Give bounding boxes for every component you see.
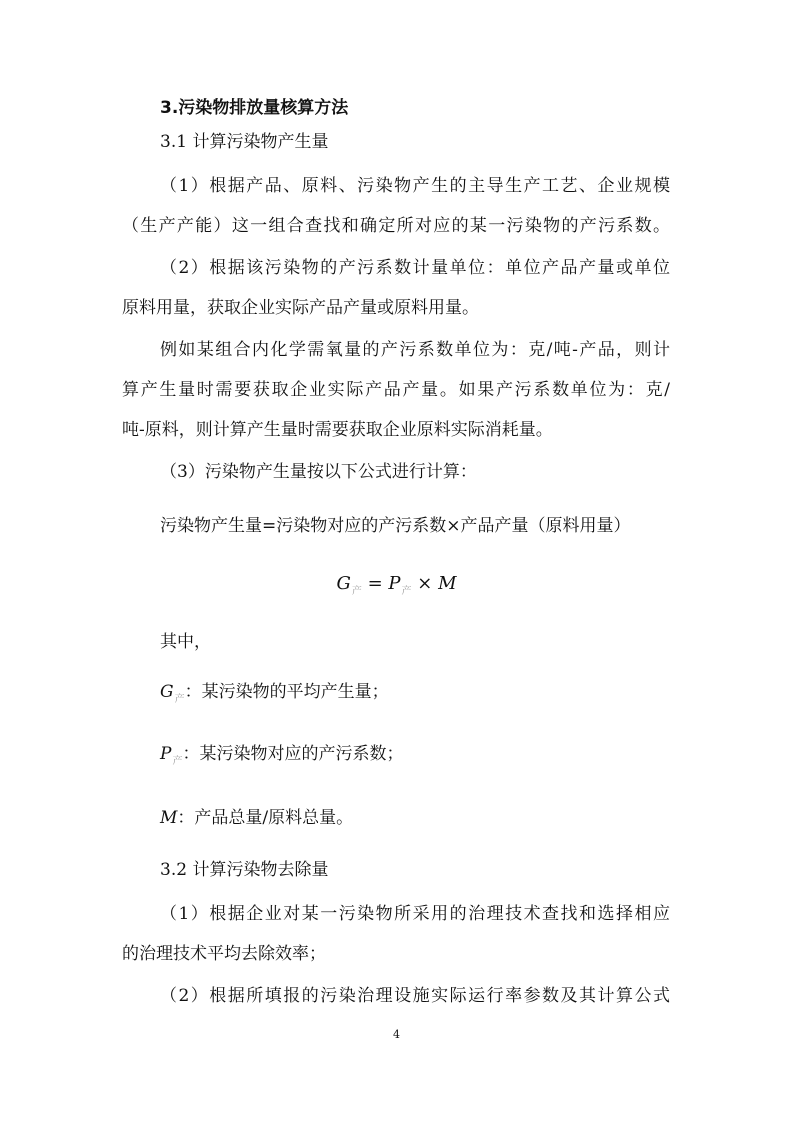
definition-p-text: ：某污染物对应的产污系数； xyxy=(182,744,404,764)
paragraph-3-2-1-line-1: （1）根据企业对某一污染物所采用的治理技术查找和选择相应 xyxy=(160,904,670,924)
example-paragraph-line-1: 例如某组合内化学需氧量的产污系数单位为：克/吨-产品，则计 xyxy=(160,340,670,360)
definition-p xyxy=(160,742,403,774)
where-label: 其中， xyxy=(160,632,211,652)
formula-symbol-g: G xyxy=(336,573,351,594)
subsection-3-2-heading: 3.2 计算污染物去除量 xyxy=(160,860,329,880)
formula-symbol-m: M xyxy=(438,573,457,594)
paragraph-3-2-2-line-1: （2）根据所填报的污染治理设施实际运行率参数及其计算公式 xyxy=(160,986,670,1006)
definition-g-text: ：某污染物的平均产生量； xyxy=(184,682,389,702)
formula-subscript-g: 产 xyxy=(351,586,362,597)
definition-g xyxy=(160,680,389,712)
example-paragraph-line-2: 算产生量时需要获取企业实际产品产量。如果产污系数单位为：克/ xyxy=(122,380,670,400)
definition-m xyxy=(160,806,353,830)
formula-equals: = xyxy=(361,573,389,594)
definition-g-symbol: G xyxy=(160,682,174,702)
paragraph-3-1-2-line-2: 原料用量，获取企业实际产品产量或原料用量。 xyxy=(122,298,479,318)
paragraph-3-1-1-line-1: （1）根据产品、原料、污染物产生的主导生产工艺、企业规模 xyxy=(160,176,670,196)
definition-m-text: ：产品总量/原料总量。 xyxy=(177,808,354,828)
formula-text: 污染物产生量=污染物对应的产污系数×产品产量（原料用量） xyxy=(160,516,631,536)
formula-symbol-p: P xyxy=(388,573,401,594)
formula-subscript-p: 产 xyxy=(401,586,412,597)
paragraph-3-1-1-line-2: （生产产能）这一组合查找和确定所对应的某一污染物的产污系数。 xyxy=(122,216,670,236)
section-3-heading: 3.污染物排放量核算方法 xyxy=(160,98,349,118)
paragraph-3-1-2-line-1: （2）根据该污染物的产污系数计量单位：单位产品产量或单位 xyxy=(160,258,670,278)
definition-m-symbol: M xyxy=(160,808,178,828)
definition-p-subscript: 产 xyxy=(172,756,183,767)
paragraph-3-2-1-line-2: 的治理技术平均去除效率； xyxy=(122,944,326,964)
example-paragraph-line-3: 吨-原料，则计算产生量时需要获取企业原料实际消耗量。 xyxy=(122,420,553,440)
formula-equation xyxy=(0,572,793,604)
definition-p-symbol: P xyxy=(160,744,172,764)
formula-times: × xyxy=(411,573,439,594)
page-number: 4 xyxy=(393,1028,400,1041)
definition-g-subscript: 产 xyxy=(174,694,185,705)
paragraph-3-1-3: （3）污染物产生量按以下公式进行计算： xyxy=(160,462,477,482)
subsection-3-1-heading: 3.1 计算污染物产生量 xyxy=(160,132,329,152)
